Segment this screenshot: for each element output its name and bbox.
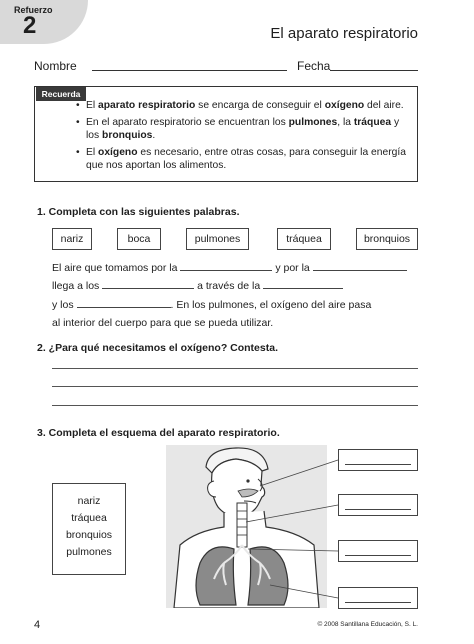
answer-line[interactable] (52, 405, 418, 406)
question-3-title: 3. Completa el esquema del aparato respiratorio. (37, 427, 280, 439)
badge-label: Refuerzo (14, 5, 53, 15)
blank[interactable] (313, 261, 407, 271)
page-number: 4 (34, 619, 41, 631)
page-title: El aparato respiratorio (270, 25, 418, 42)
recuerda-tab: Recuerda (36, 87, 86, 101)
blank[interactable] (102, 279, 194, 289)
word-box-boca: boca (117, 228, 161, 250)
blank[interactable] (263, 279, 343, 289)
word-list-item: bronquios (65, 529, 113, 541)
recuerda-list (76, 99, 412, 176)
recuerda-item: • El aparato respiratorio se encarga de conseguir el oxígeno del aire. (76, 99, 412, 112)
date-label: Fecha (297, 59, 331, 73)
answer-line[interactable] (52, 368, 418, 369)
blank[interactable] (77, 298, 171, 308)
recuerda-item: • En el aparato respiratorio se encuentran los pulmones, la tráquea y los bronquios. (76, 116, 412, 142)
word-list-item: nariz (77, 495, 101, 507)
diagram-label-box[interactable] (338, 449, 418, 471)
fill-line-1: El aire que tomamos por la y por la (52, 261, 407, 274)
fill-line-2: llega a los a través de la (52, 279, 343, 292)
diagram-label-box[interactable] (338, 494, 418, 516)
name-field[interactable] (92, 70, 287, 71)
word-box-bronquios: bronquios (356, 228, 418, 250)
word-list-item: tráquea (71, 512, 107, 524)
fill-line-3: y los . En los pulmones, el oxígeno del aire pasa (52, 299, 372, 311)
word-box-traquea: tráquea (277, 228, 331, 250)
question-1-title: 1. Completa con las siguientes palabras. (37, 206, 240, 218)
question-2-title: 2. ¿Para qué necesitamos el oxígeno? Contesta. (37, 342, 278, 354)
word-box-nariz: nariz (52, 228, 92, 250)
fill-line-4: al interior del cuerpo para que se pueda utilizar. (52, 317, 274, 329)
diagram-label-box[interactable] (338, 587, 418, 609)
badge-number: 2 (23, 12, 37, 39)
pointer-lines (160, 445, 340, 610)
name-label: Nombre (34, 59, 77, 73)
date-field[interactable] (330, 70, 418, 71)
word-box-pulmones: pulmones (186, 228, 249, 250)
word-list-box (52, 483, 126, 575)
diagram-label-box[interactable] (338, 540, 418, 562)
answer-line[interactable] (52, 386, 418, 387)
word-list-item: pulmones (66, 546, 112, 558)
blank[interactable] (180, 261, 272, 271)
recuerda-item: • El oxígeno es necesario, entre otras cosas, para conseguir la energía que nos aportan los alimentos. (76, 146, 412, 172)
copyright: © 2008 Santillana Educación, S. L. (317, 621, 418, 628)
